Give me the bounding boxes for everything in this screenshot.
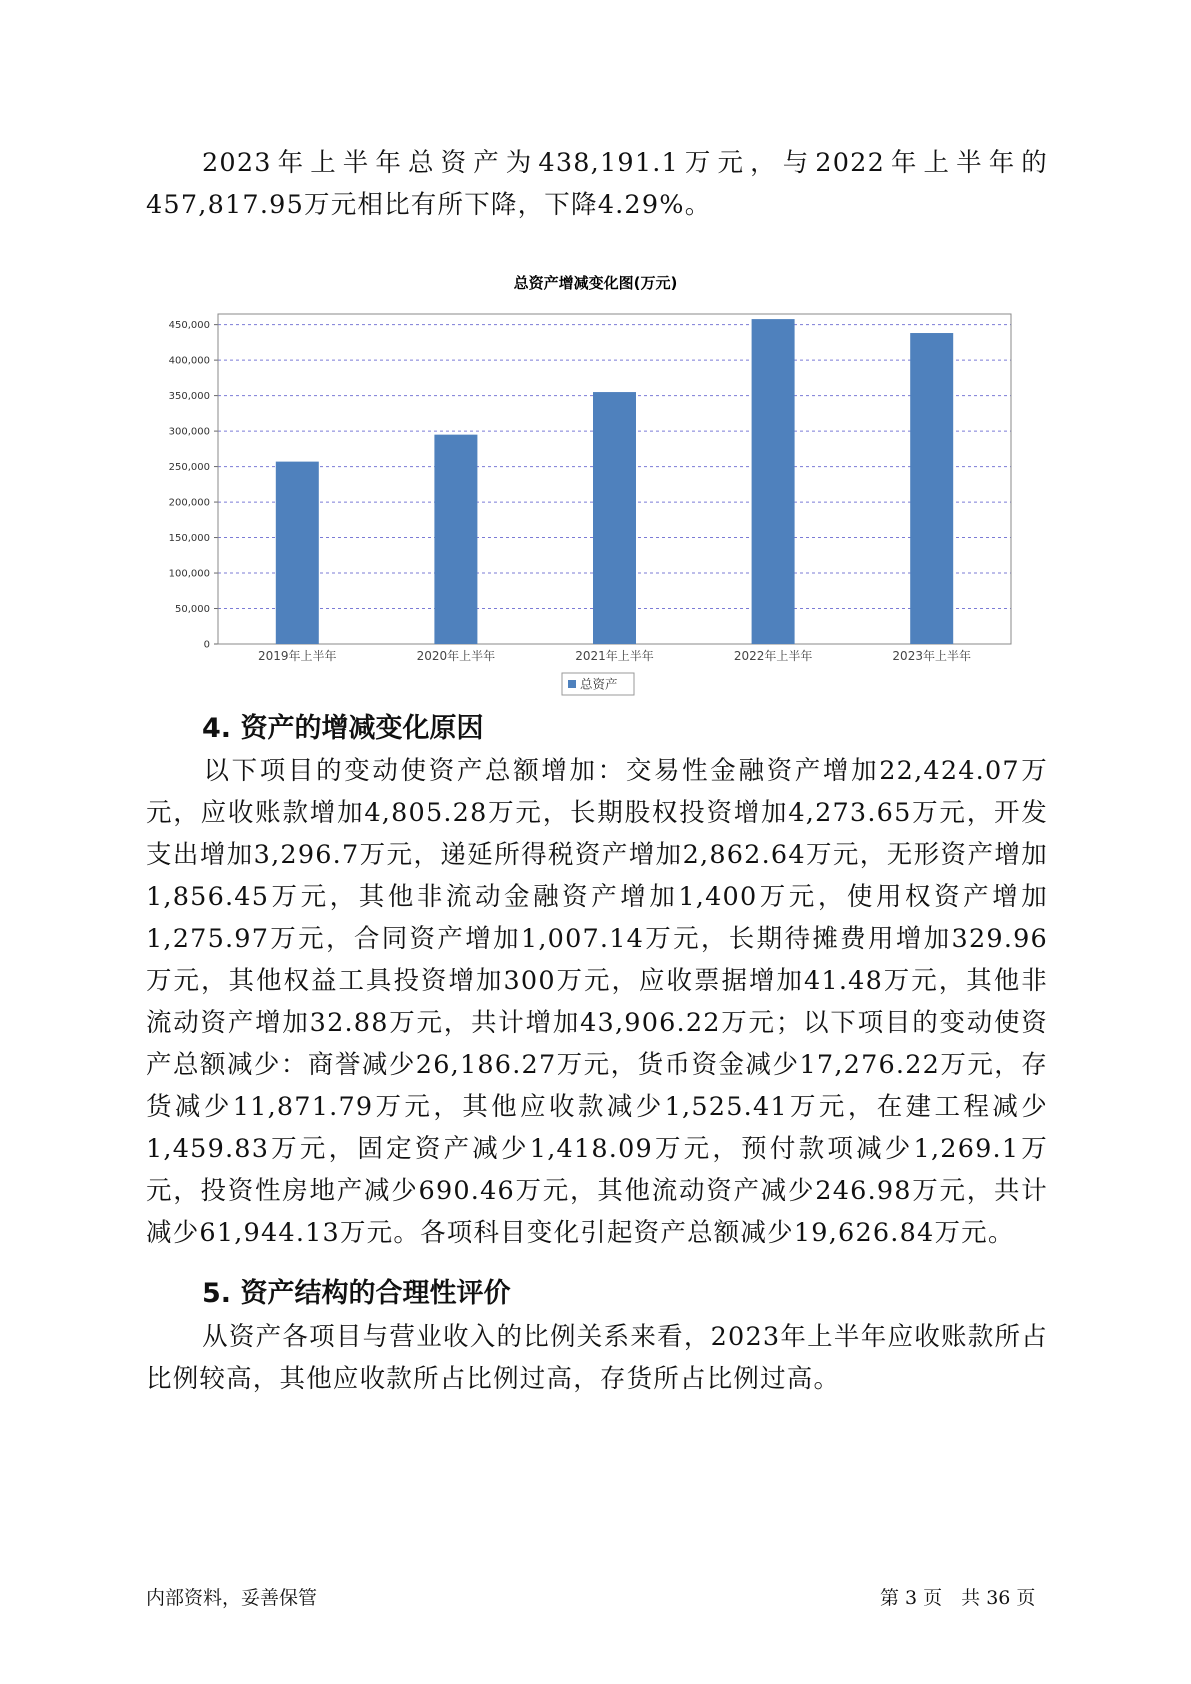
y-tick-label: 150,000 <box>168 533 210 545</box>
bar <box>434 435 477 644</box>
section4-body: 以下项目的变动使资产总额增加：交易性金融资产增加22,424.07万元，应收账款增加4,805.28万元，长期股权投资增加4,273.65万元，开发支出增加3,296.7万元，递延所得税资产增加2,862.64万元，无形资产增加1,856.45万元，其他非流动金融资产增加1,400万元，使用权资产增加1,275.97万元，合同资产增加1,007.14万元，长期待摊费用增加329.96万元，其他权益工具投资增加300万元，应收票据增加41.48万元，其他非流动资产增加32.88万元，共计增加43,906.22万元；以下项目的变动使资产总额减少：商誉减少26,186.27万元，货币资金减少17,276.22万元，存货减少11,871.79万元，其他应收款减少1,525.41万元，在建工程减少1,459.83万元，固定资产减少1,418.09万元，预付款项减少1,269.1万元，投资性房地产减少690.46万元，其他流动资产减少246.98万元，共计减少61,944.13万元。各项科目变化引起资产总额减少19,626.84万元。 <box>146 756 1048 1248</box>
section4-heading: 4. 资产的增减变化原因 <box>202 713 484 744</box>
x-tick-label: 2022年上半年 <box>733 649 813 663</box>
section5-heading: 5. 资产结构的合理性评价 <box>202 1278 511 1309</box>
bar <box>276 462 319 644</box>
footer-left: 内部资料，妥善保管 <box>146 1587 318 1609</box>
y-tick-label: 300,000 <box>168 426 210 438</box>
y-tick-label: 250,000 <box>168 462 210 474</box>
bar <box>910 333 953 644</box>
y-tick-label: 450,000 <box>168 320 210 332</box>
y-tick-label: 350,000 <box>168 391 210 403</box>
y-tick-label: 100,000 <box>168 568 210 580</box>
x-tick-label: 2023年上半年 <box>892 649 971 663</box>
y-tick-label: 0 <box>203 639 210 651</box>
footer-page-number: 第 3 页 共 36 页 <box>880 1587 1036 1609</box>
y-tick-label: 50,000 <box>175 604 210 616</box>
x-tick-label: 2020年上半年 <box>416 649 496 663</box>
intro-paragraph: 2023年上半年总资产为438,191.1万元，与2022年上半年的457,817.95万元相比有所下降，下降4.29%。 <box>146 148 1048 220</box>
legend-label: 总资产 <box>580 676 618 692</box>
chart-title: 总资产增减变化图(万元) <box>513 274 678 292</box>
y-tick-label: 200,000 <box>168 497 210 509</box>
chart-canvas <box>0 262 1191 722</box>
x-tick-label: 2021年上半年 <box>575 649 654 663</box>
y-tick-label: 400,000 <box>168 355 210 367</box>
section5-body: 从资产各项目与营业收入的比例关系来看，2023年上半年应收账款所占比例较高，其他应收款所占比例过高，存货所占比例过高。 <box>146 1322 1048 1394</box>
x-tick-label: 2019年上半年 <box>258 649 337 663</box>
bar <box>752 319 795 644</box>
total-assets-chart <box>0 262 1191 722</box>
bar <box>593 392 636 644</box>
legend-swatch <box>568 680 576 688</box>
